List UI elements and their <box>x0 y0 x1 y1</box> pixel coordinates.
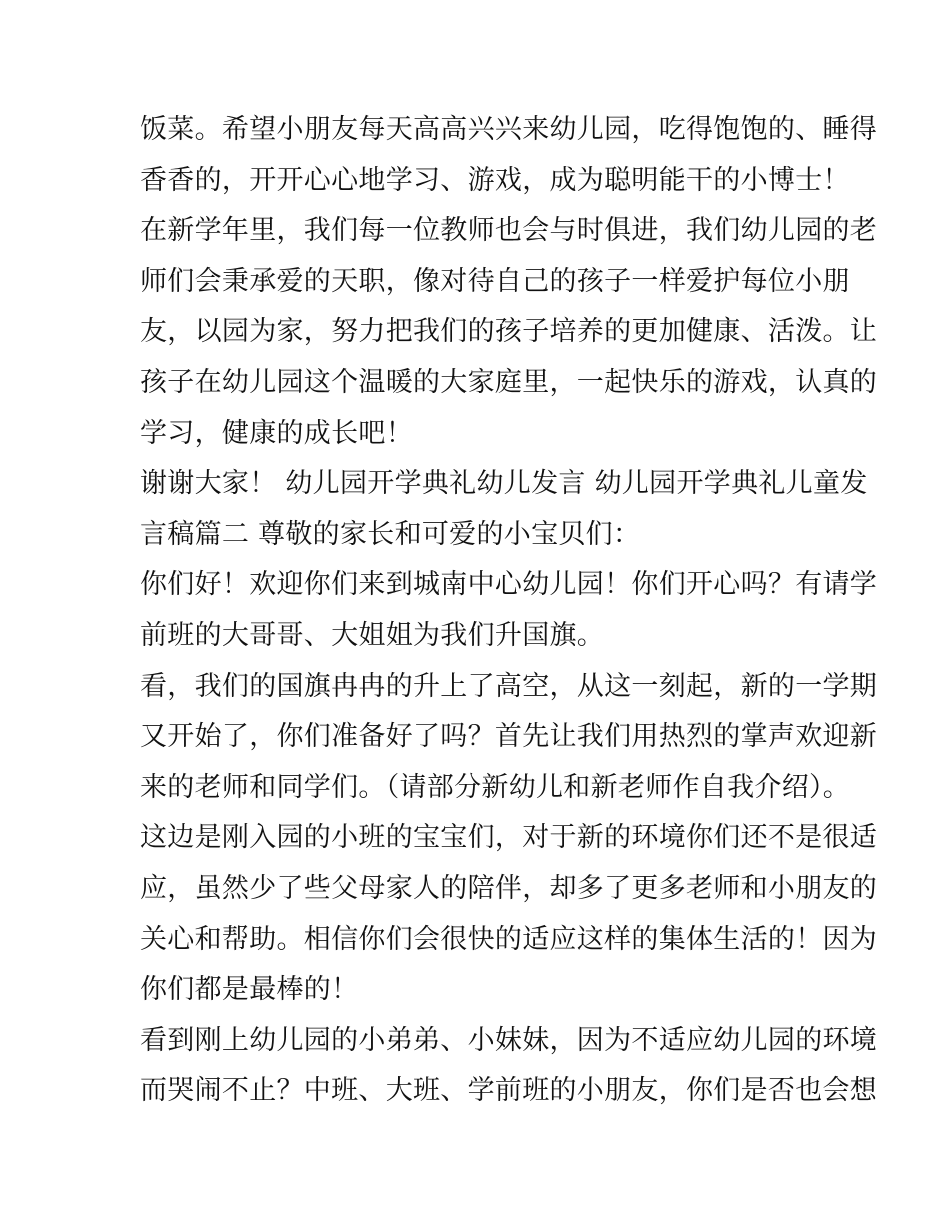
text-line: 这边是刚入园的小班的宝宝们，对于新的环境你们还不是很适 <box>140 822 878 854</box>
text-line: 看到刚上幼儿园的小弟弟、小妹妹，因为不适应幼儿园的环境 <box>140 1024 878 1056</box>
text-line: 来的老师和同学们。（请部分新幼儿和新老师作自我介绍）。 <box>140 771 851 803</box>
text-line: 你们好！欢迎你们来到城南中心幼儿园！你们开心吗？有请学 <box>140 569 878 601</box>
text-line: 关心和帮助。相信你们会很快的适应这样的集体生活的！因为 <box>140 923 878 955</box>
text-line: 又开始了，你们准备好了吗？首先让我们用热烈的掌声欢迎新 <box>140 721 878 753</box>
body-text <box>140 105 878 1117</box>
text-line: 你们都是最棒的！ <box>140 974 359 1006</box>
text-line: 友，以园为家，努力把我们的孩子培养的更加健康、活泼。让 <box>140 316 878 348</box>
text-line: 谢谢大家！ 幼儿园开学典礼幼儿发言 幼儿园开学典礼儿童发 <box>140 468 868 500</box>
text-line: 师们会秉承爱的天职，像对待自己的孩子一样爱护每位小朋 <box>140 265 850 297</box>
text-line: 言稿篇二 尊敬的家长和可爱的小宝贝们： <box>140 518 641 550</box>
text-line: 看，我们的国旗冉冉的升上了高空，从这一刻起，新的一学期 <box>140 670 878 702</box>
text-line: 学习，健康的成长吧！ <box>140 417 413 449</box>
text-line: 孩子在幼儿园这个温暖的大家庭里，一起快乐的游戏，认真的 <box>140 366 878 398</box>
text-line: 而哭闹不止？中班、大班、学前班的小朋友，你们是否也会想 <box>140 1075 878 1107</box>
text-line: 前班的大哥哥、大姐姐为我们升国旗。 <box>140 619 605 651</box>
text-line: 香香的，开开心心地学习、游戏，成为聪明能干的小博士！ <box>140 164 850 196</box>
text-line: 应，虽然少了些父母家人的陪伴，却多了更多老师和小朋友的 <box>140 872 878 904</box>
text-line: 在新学年里，我们每一位教师也会与时俱进，我们幼儿园的老 <box>140 215 878 247</box>
text-line: 饭菜。希望小朋友每天高高兴兴来幼儿园，吃得饱饱的、睡得 <box>140 114 878 145</box>
